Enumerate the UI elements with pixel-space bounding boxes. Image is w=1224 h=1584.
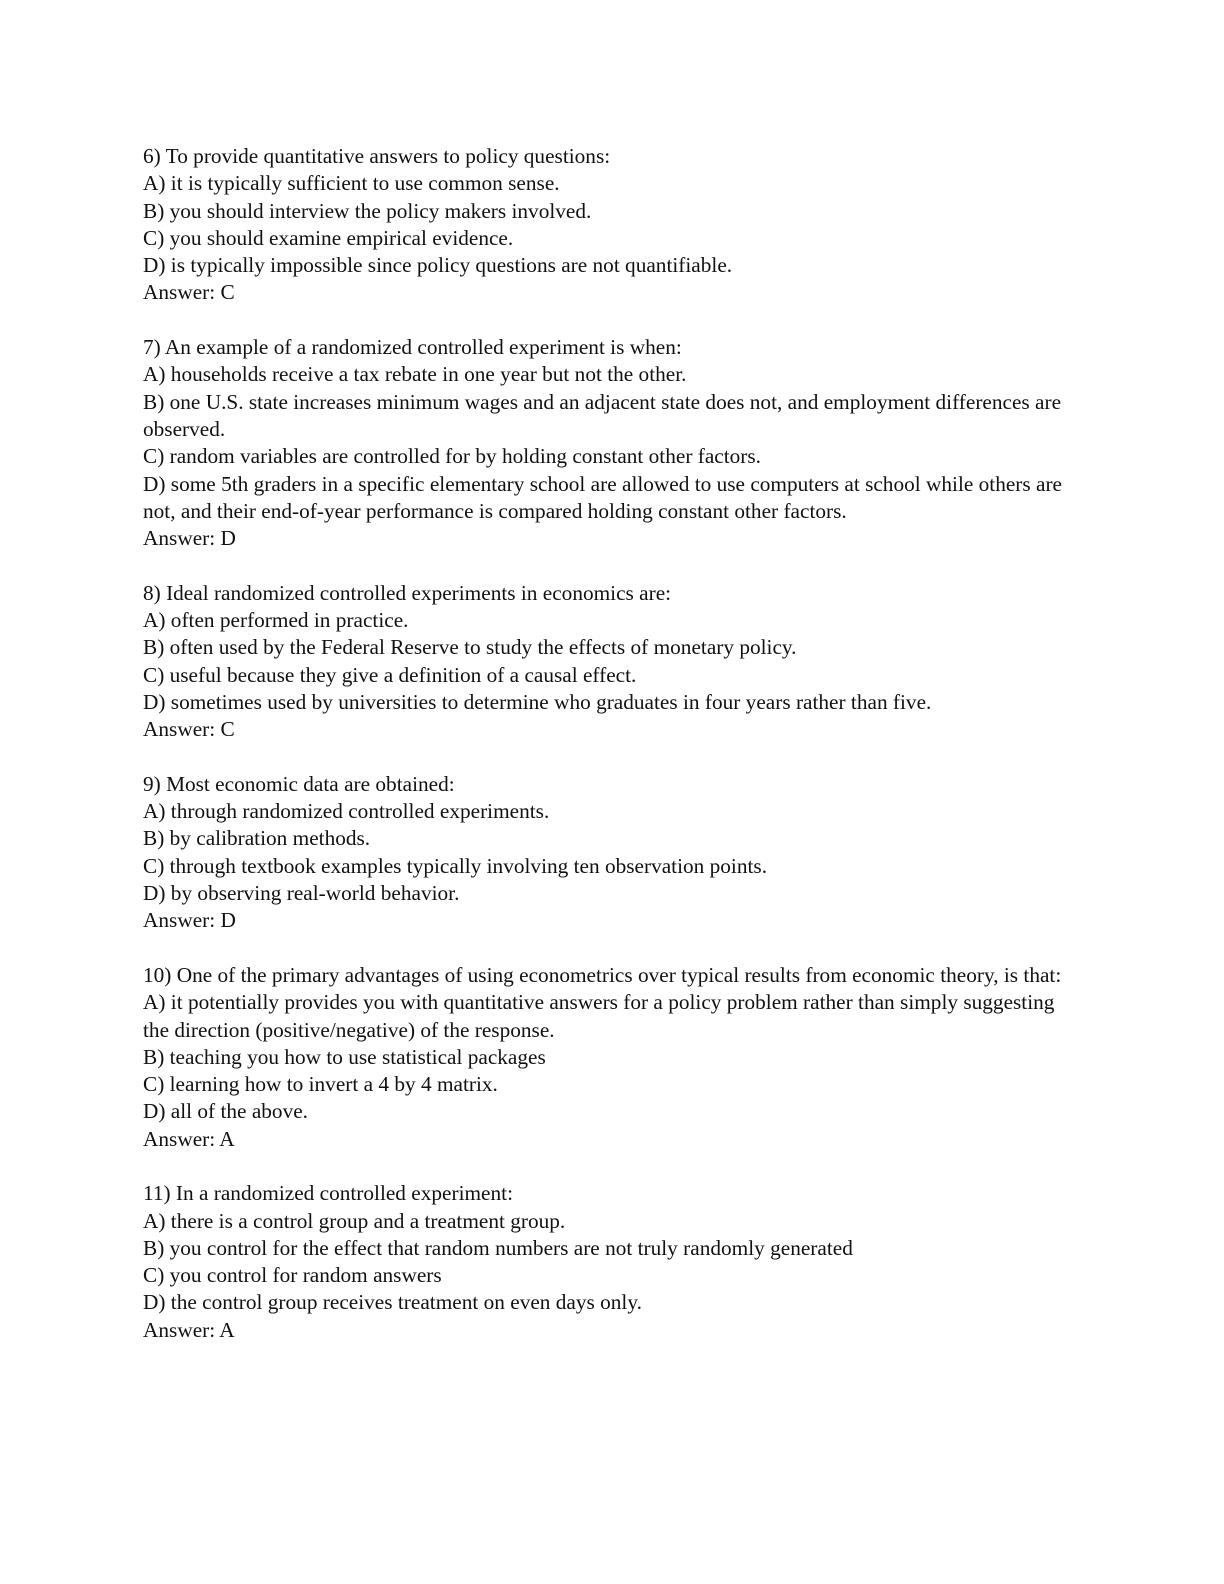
- option-b: B) teaching you how to use statistical packages: [143, 1044, 546, 1069]
- option-a: A) there is a control group and a treatment group.: [143, 1208, 566, 1233]
- option-c: C) you should examine empirical evidence.: [143, 225, 514, 250]
- question-stem: 7) An example of a randomized controlled experiment is when:: [143, 335, 682, 360]
- option-b: B) you control for the effect that random numbers are not truly randomly generated: [143, 1235, 853, 1260]
- option-b: B) one U.S. state increases minimum wages and an adjacent state does not, and employment differences are observed.: [143, 389, 1062, 441]
- question-10: [143, 962, 1063, 1153]
- option-a: A) households receive a tax rebate in one year but not the other.: [143, 362, 687, 387]
- option-c: C) useful because they give a definition of a causal effect.: [143, 662, 637, 687]
- option-c: C) through textbook examples typically involving ten observation points.: [143, 853, 768, 878]
- option-d: D) is typically impossible since policy questions are not quantifiable.: [143, 253, 733, 278]
- answer: Answer: A: [143, 1126, 235, 1151]
- option-c: C) learning how to invert a 4 by 4 matrix.: [143, 1072, 498, 1097]
- option-d: D) the control group receives treatment on even days only.: [143, 1290, 642, 1315]
- option-b: B) by calibration methods.: [143, 826, 371, 851]
- question-stem: 11) In a randomized controlled experiment:: [143, 1181, 513, 1206]
- answer: Answer: D: [143, 526, 236, 551]
- answer: Answer: C: [143, 280, 235, 305]
- option-a: A) it is typically sufficient to use common sense.: [143, 171, 560, 196]
- question-11: [143, 1180, 1063, 1344]
- option-d: D) by observing real-world behavior.: [143, 881, 460, 906]
- option-c: C) you control for random answers: [143, 1263, 442, 1288]
- question-7: [143, 334, 1063, 552]
- option-b: B) you should interview the policy makers involved.: [143, 198, 592, 223]
- option-d: D) sometimes used by universities to determine who graduates in four years rather than five.: [143, 689, 932, 714]
- option-a: A) it potentially provides you with quantitative answers for a policy problem rather than simply suggesting the direction (positive/negative) of the response.: [143, 990, 1055, 1042]
- question-stem: 9) Most economic data are obtained:: [143, 771, 455, 796]
- answer: Answer: A: [143, 1317, 235, 1342]
- question-stem: 6) To provide quantitative answers to policy questions:: [143, 144, 611, 168]
- option-c: C) random variables are controlled for by holding constant other factors.: [143, 444, 762, 469]
- question-stem: 10) One of the primary advantages of using econometrics over typical results from economic theory, is that:: [143, 962, 1062, 987]
- option-d: D) all of the above.: [143, 1099, 308, 1124]
- question-stem: 8) Ideal randomized controlled experiments in economics are:: [143, 580, 672, 605]
- option-d: D) some 5th graders in a specific elementary school are allowed to use computers at school while others are not, and their end-of-year performance is compared holding constant other factors.: [143, 471, 1063, 523]
- option-a: A) through randomized controlled experiments.: [143, 799, 550, 824]
- option-a: A) often performed in practice.: [143, 608, 409, 633]
- answer: Answer: D: [143, 908, 236, 933]
- answer: Answer: C: [143, 717, 235, 742]
- question-8: [143, 580, 1063, 744]
- question-9: [143, 771, 1063, 935]
- question-6: [143, 143, 1063, 307]
- option-b: B) often used by the Federal Reserve to study the effects of monetary policy.: [143, 635, 797, 660]
- document-page: [143, 143, 1063, 1371]
